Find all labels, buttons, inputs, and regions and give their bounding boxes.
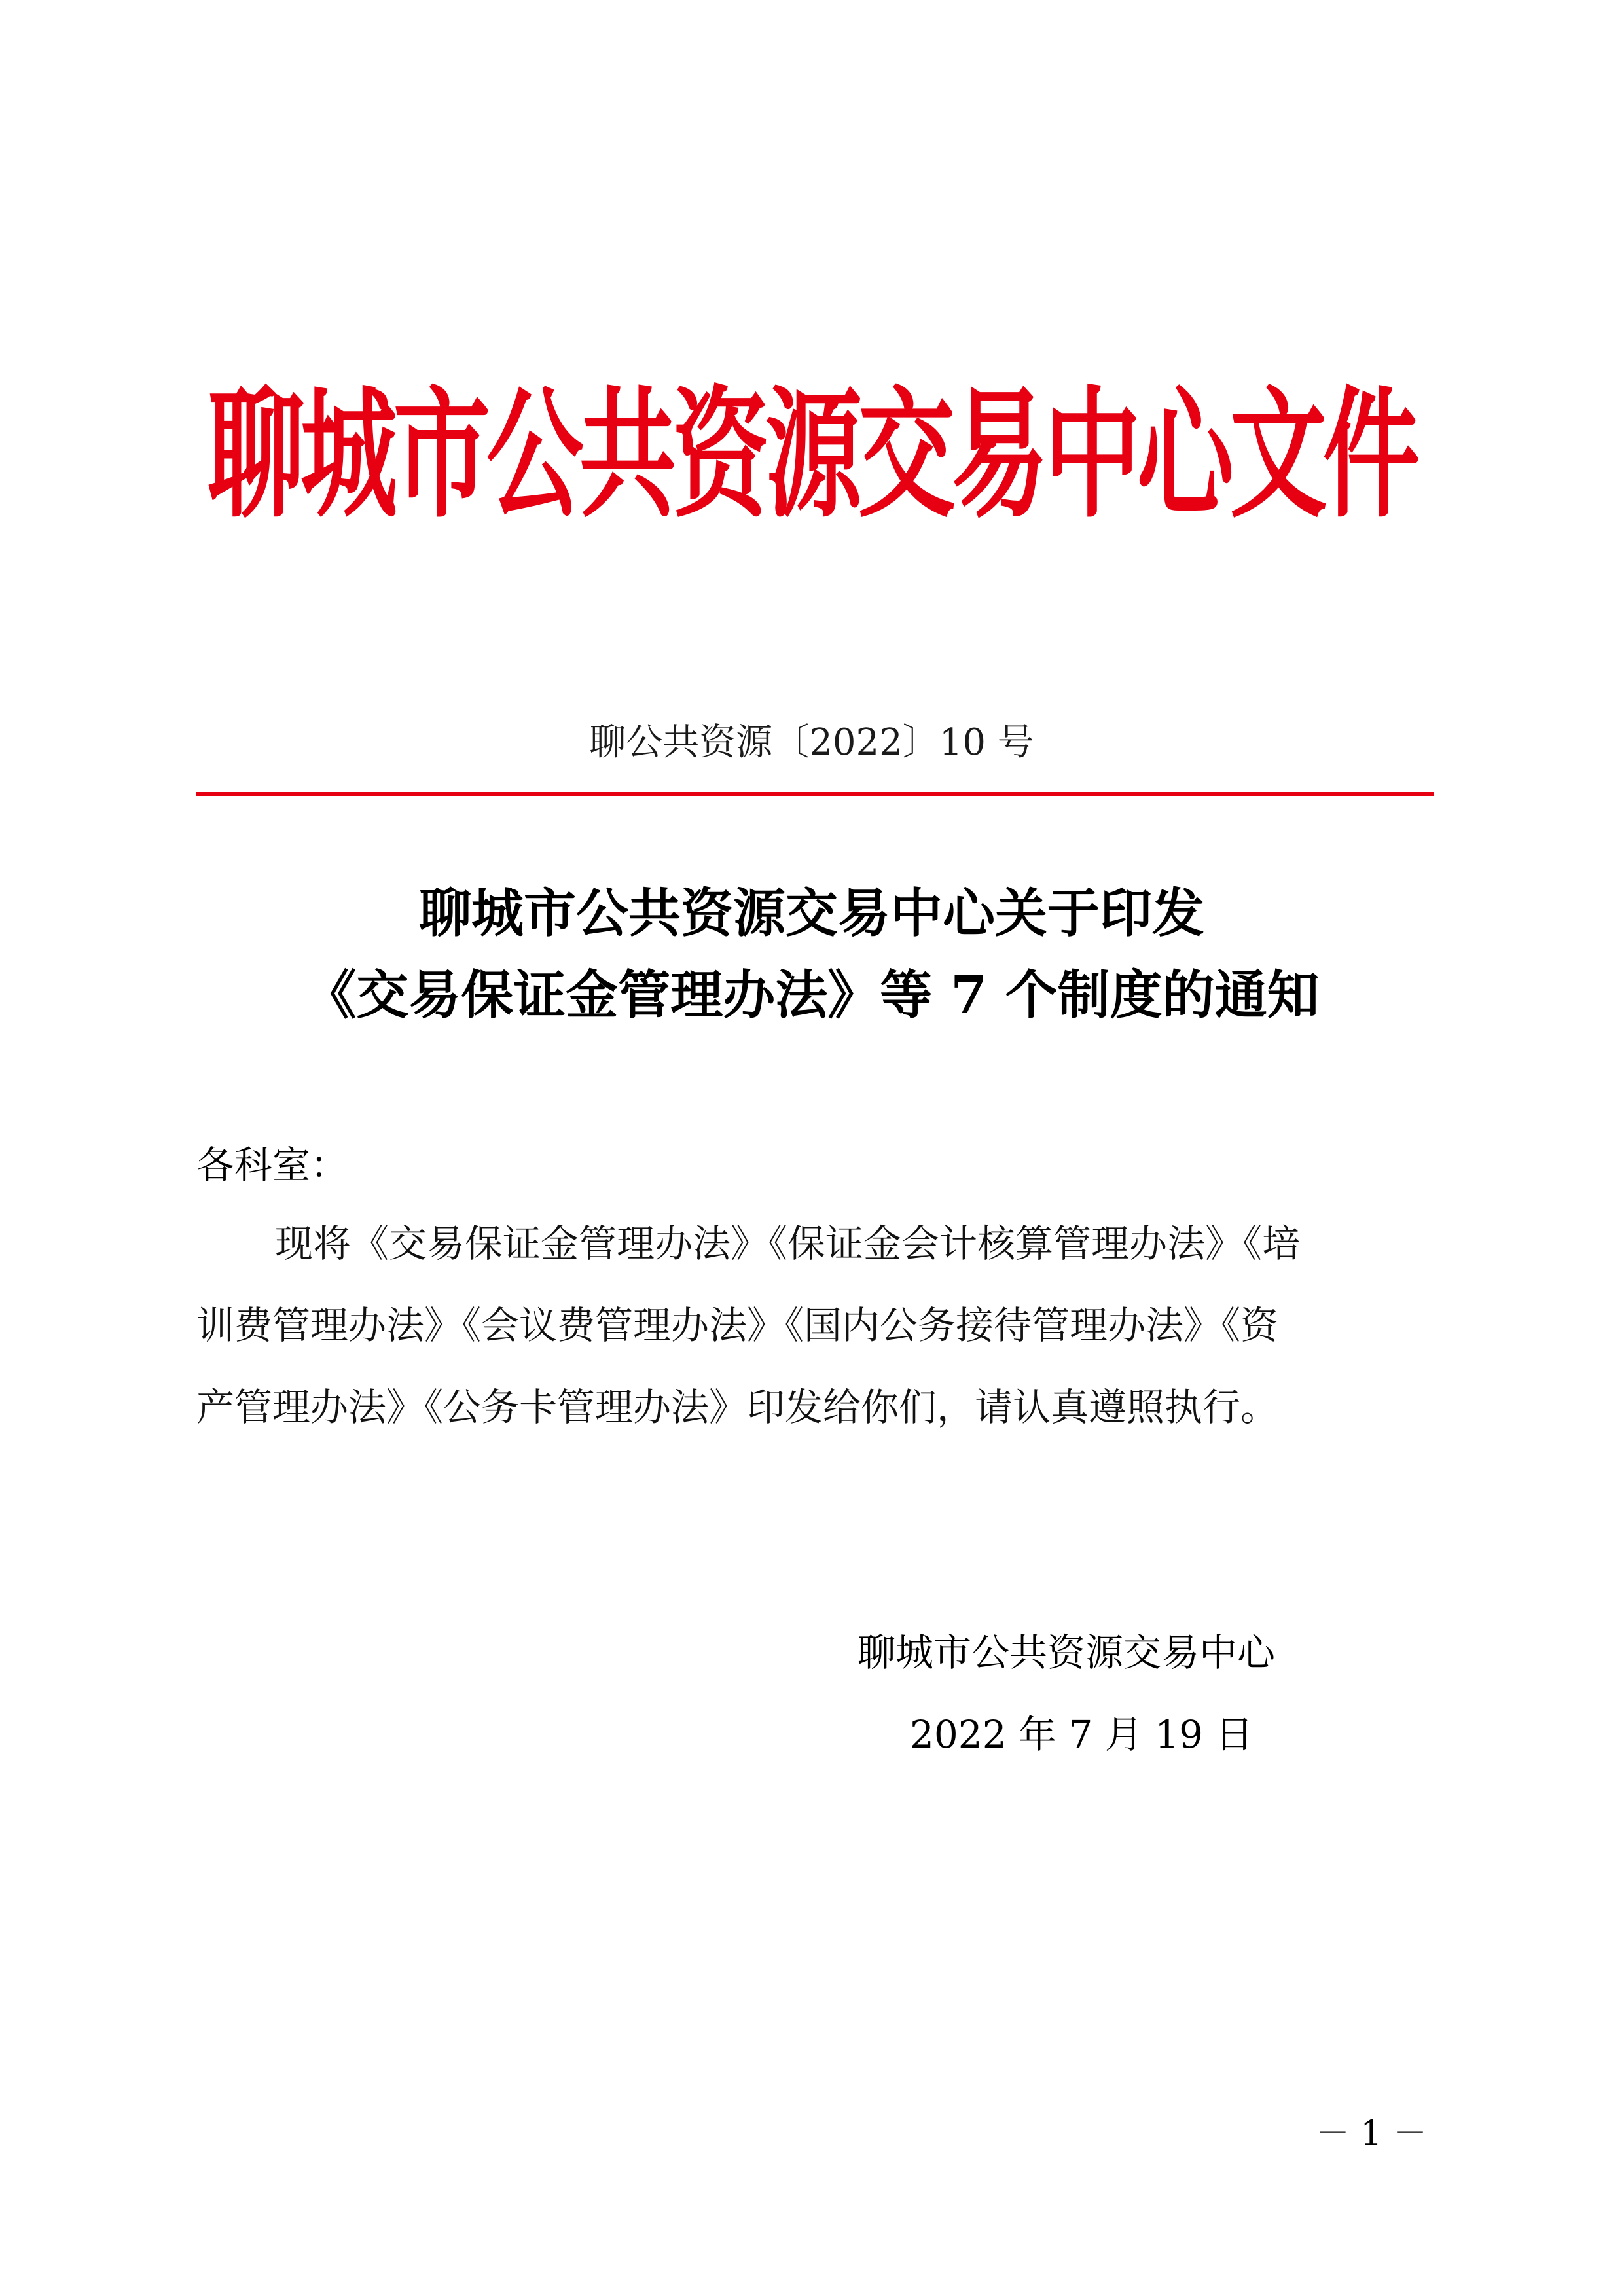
body-text-line-1: 现将《交易保证金管理办法》《保证金会计核算管理办法》《培 (275, 1221, 1301, 1266)
signature-date: 2022 年 7 月 19 日 (910, 1712, 1254, 1757)
body-text-line-2: 训费管理办法》《会议费管理办法》《国内公务接待管理办法》《资 (196, 1303, 1279, 1348)
page-number: － 1 － (1315, 2114, 1427, 2153)
salutation: 各科室： (196, 1143, 349, 1187)
signature-organization: 聊城市公共资源交易中心 (857, 1630, 1276, 1675)
notice-title-line-2: 《交易保证金管理办法》等 7 个制度的通知 (304, 964, 1320, 1026)
body-text-line-3: 产管理办法》《公务卡管理办法》印发给你们，请认真遵照执行。 (196, 1385, 1279, 1429)
notice-title-line-1: 聊城市公共资源交易中心关于印发 (419, 882, 1204, 944)
red-separator-line (196, 792, 1434, 796)
document-masthead: 聊城市公共资源交易中心文件 (208, 371, 1416, 537)
document-number: 聊公共资源〔2022〕10 号 (589, 721, 1034, 764)
